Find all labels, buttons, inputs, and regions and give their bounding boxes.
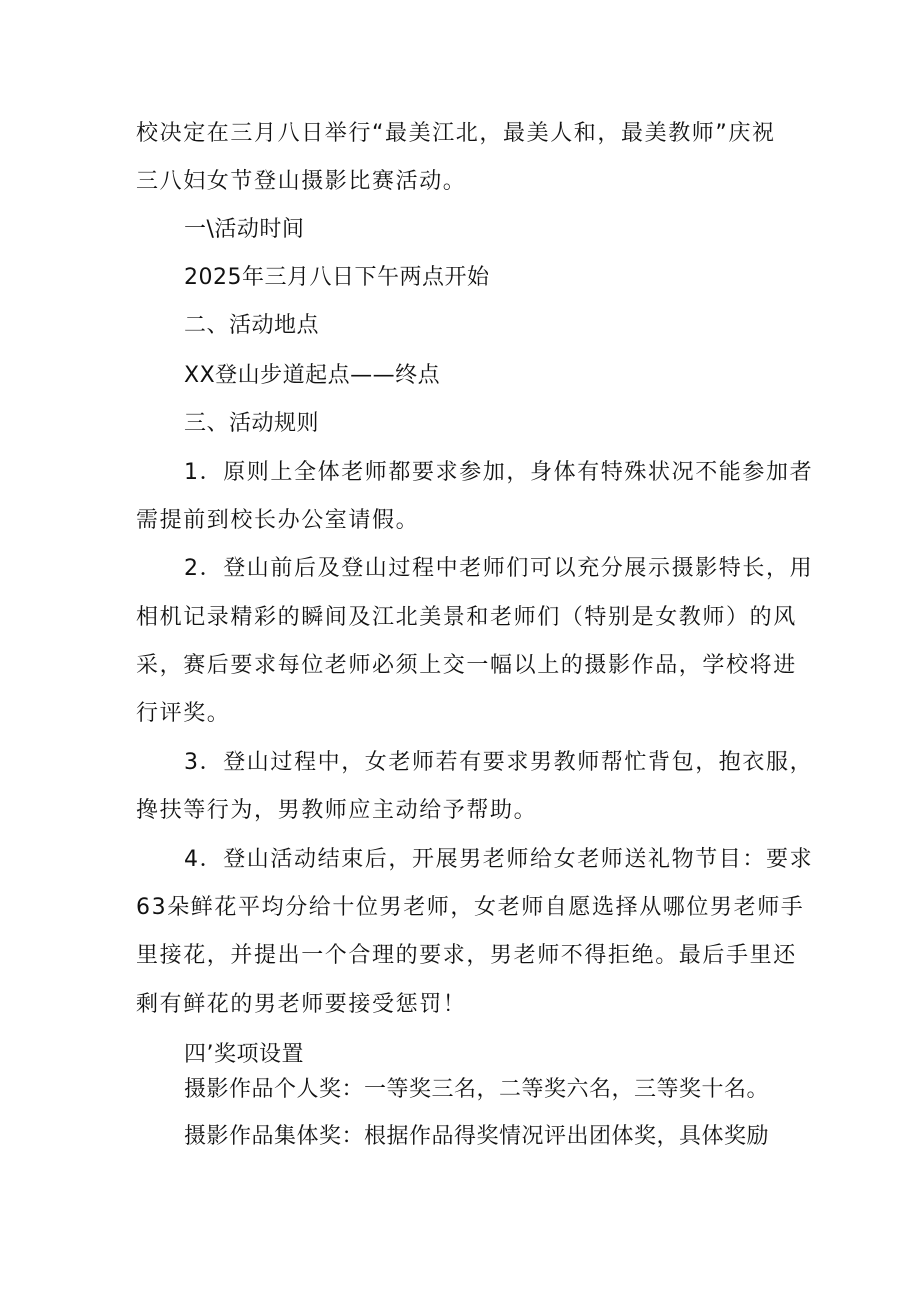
section-heading: 二、活动地点 xyxy=(184,313,320,338)
text-line: 搀扶等行为，男教师应主动给予帮助。 xyxy=(136,798,538,823)
text-line: 采，赛后要求每位老师必须上交一幅以上的摄影作品，学校将进 xyxy=(136,653,797,678)
text-line: 校决定在三月八日举行“最美江北，最美人和，最美教师”庆祝 xyxy=(136,121,776,146)
text-line: 2．登山前后及登山过程中老师们可以充分展示摄影特长，用 xyxy=(184,556,814,581)
text-line: 里接花，并提出一个合理的要求，男老师不得拒绝。最后手里还 xyxy=(136,943,797,968)
text-line: 相机记录精彩的瞬间及江北美景和老师们（特别是女教师）的风 xyxy=(136,605,797,630)
text-line: 63朵鲜花平均分给十位男老师，女老师自愿选择从哪位男老师手 xyxy=(136,895,805,920)
text-line: 摄影作品个人奖：一等奖三名，二等奖六名，三等奖十名。 xyxy=(184,1077,770,1102)
text-line: 剩有鲜花的男老师要接受惩罚！ xyxy=(136,992,467,1017)
text-line: XX登山步道起点——终点 xyxy=(184,363,441,388)
text-line: 三八妇女节登山摄影比赛活动。 xyxy=(136,169,467,194)
section-heading: 四’奖项设置 xyxy=(184,1042,304,1067)
text-line: 行评奖。 xyxy=(136,701,231,726)
section-heading: 三、活动规则 xyxy=(184,411,320,436)
text-line: 1．原则上全体老师都要求参加，身体有特殊状况不能参加者 xyxy=(184,460,814,485)
section-heading: 一\活动时间 xyxy=(184,217,305,242)
text-line: 需提前到校长办公室请假。 xyxy=(136,508,420,533)
text-line: 3．登山过程中，女老师若有要求男教师帮忙背包，抱衣服， xyxy=(184,750,814,775)
text-line: 2025年三月八日下午两点开始 xyxy=(184,265,490,290)
text-line: 摄影作品集体奖：根据作品得奖情况评出团体奖，具体奖励 xyxy=(184,1124,770,1149)
text-line: 4．登山活动结束后，开展男老师给女老师送礼物节目：要求 xyxy=(184,847,814,872)
